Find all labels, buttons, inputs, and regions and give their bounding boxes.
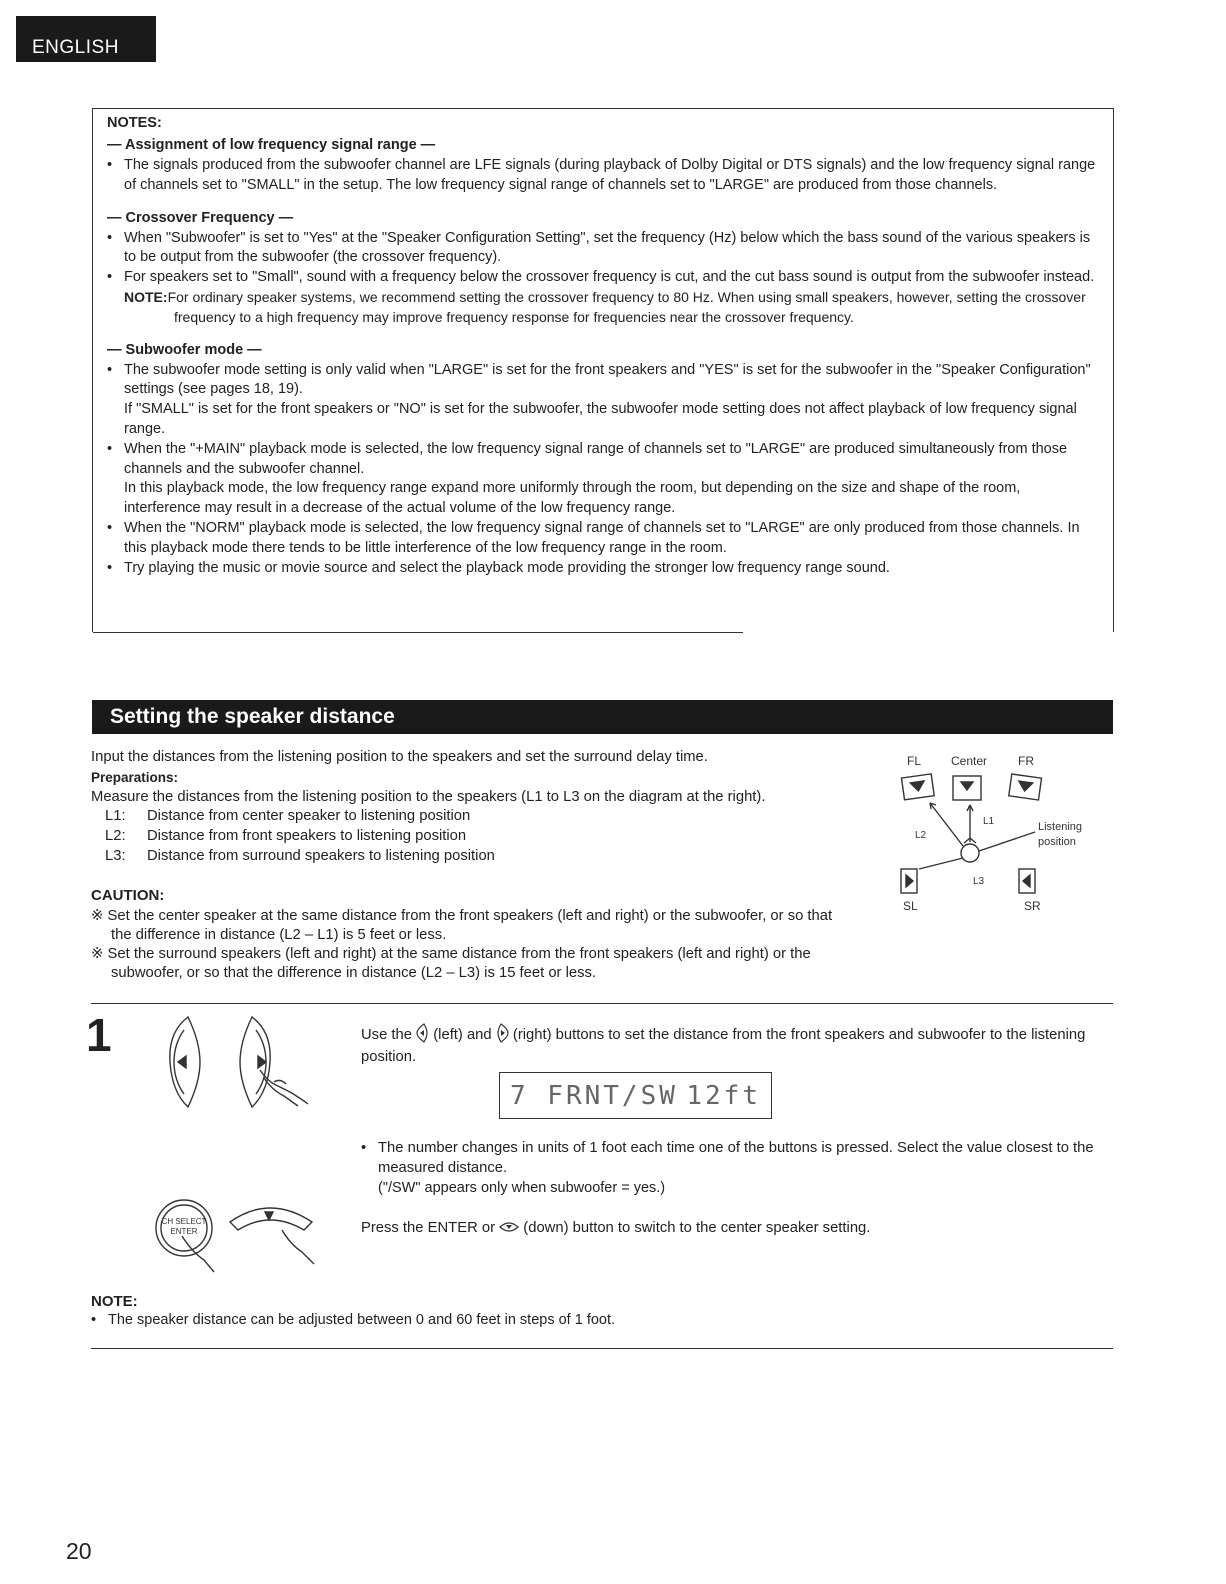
subwoofer-bullet-2: • When the "+MAIN" playback mode is selected, the low frequency signal range of channels set to "LARGE" are produced simultaneously from those channels and the subwoofer channel. [107, 440, 1068, 477]
subwoofer-bullet-3: • When the "NORM" playback mode is selected, the low frequency signal range of channels set to "LARGE" are only produced from those channels. In this playback mode there tends to be little interference of the low frequency range in the room. [107, 519, 1080, 556]
caution-label: CAUTION: [91, 887, 165, 904]
caution-1: ※ Set the center speaker at the same distance from the front speakers (left and right) or the subwoofer, or so that the difference in distance (L2 – L1) is 5 feet or less. [91, 908, 833, 943]
notes-title: NOTES: [107, 115, 162, 131]
label-sr: SR [1024, 899, 1041, 913]
label-center: Center [951, 754, 988, 768]
crossover-bullet-1: • When "Subwoofer" is set to "Yes" at the "Speaker Configuration Setting", set the frequency (Hz) below which the bass sound of the various speakers is to be output from the subwoofer (the crossover frequency). [107, 229, 1091, 266]
subwoofer-mode-heading: — Subwoofer mode — [107, 341, 262, 358]
listening-leader [979, 832, 1035, 851]
right-button-icon [240, 1017, 270, 1107]
bottom-rule [91, 1348, 1113, 1349]
section-intro [91, 748, 871, 867]
down-hand-icon [282, 1230, 314, 1264]
speaker-center-icon [953, 776, 981, 800]
subwoofer-bullet-2-cont: In this playback mode, the low frequency range expand more uniformly through the room, but depending on the size and shape of the room, interference may result in a decrease of the actual volume of the low frequency range. [124, 480, 1021, 517]
label-l2: L2 [915, 830, 927, 841]
assignment-heading: — Assignment of low frequency signal range — [107, 137, 436, 153]
crossover-heading: — Crossover Frequency — [107, 209, 294, 226]
right-button-glyph-icon [496, 1023, 509, 1043]
step-number: 1 [86, 1009, 112, 1061]
speaker-layout-diagram [895, 748, 1115, 923]
label-position: position [1038, 836, 1076, 848]
speaker-sl-icon [901, 869, 917, 893]
label-fr: FR [1018, 754, 1034, 768]
speaker-fl-icon [901, 774, 934, 800]
label-l1: L1 [983, 816, 995, 827]
assignment-bullet-1: • The signals produced from the subwoofer channel are LFE signals (during playback of Dolby Digital or DTS signals) and the low frequency signal range of channels set to "SMALL" in the setup. The low frequency signal range of channels set to "LARGE" are produced from those channels. [107, 157, 1096, 193]
display-readout [499, 1072, 772, 1119]
caution-2: ※ Set the surround speakers (left and right) at the same distance from the front speakers (left and right) or the subwoofer, or so that the difference in distance (L2 – L3) is 15 feet or less. [91, 946, 811, 981]
l3-row: L3: Distance from surround speakers to listening position [105, 847, 495, 864]
speaker-fr-icon [1009, 774, 1042, 800]
enter-down-buttons-illustration [152, 1192, 332, 1284]
label-l3: L3 [973, 876, 985, 887]
display-value: 12ft [686, 1080, 761, 1111]
l2-arrow [930, 803, 963, 846]
step-1-bullets [361, 1139, 1113, 1198]
left-button-icon [170, 1017, 200, 1107]
display-channel: 7 FRNT/SW [510, 1080, 678, 1111]
caution-block [91, 886, 851, 983]
notes-bottom-line [93, 632, 743, 633]
step-bullet: • The number changes in units of 1 foot each time one of the buttons is pressed. Select the value closest to the measured distance. [361, 1140, 1094, 1176]
down-button-icon [230, 1208, 312, 1230]
enter-label: ENTER [170, 1227, 198, 1236]
left-button-glyph-icon [416, 1023, 429, 1043]
preparations-text: Measure the distances from the listening position to the speakers (L1 to L3 on the diagram at the right). [91, 788, 766, 805]
notes-box [92, 108, 1114, 632]
ch-select-label: CH SELECT [161, 1217, 207, 1226]
label-listening: Listening [1038, 821, 1083, 833]
step-bullet-cont: ("/SW" appears only when subwoofer = yes.) [378, 1179, 666, 1196]
page-number: 20 [66, 1538, 92, 1564]
left-right-buttons-illustration [160, 1012, 320, 1112]
subwoofer-bullet-1-cont: If "SMALL" is set for the front speakers or "NO" is set for the subwoofer, the subwoofer mode setting does not affect playback of low frequency signal range. [124, 401, 1077, 437]
subwoofer-bullet-4: • Try playing the music or movie source and select the playback mode providing the stronger low frequency range sound. [107, 559, 890, 576]
subwoofer-bullet-1: • The subwoofer mode setting is only valid when "LARGE" is set for the front speakers and "YES" is set for the subwoofer in the "Speaker Configuration" settings (see pages 18, 19). [107, 361, 1091, 398]
l2-row: L2: Distance from front speakers to listening position [105, 828, 467, 845]
speaker-sr-icon [1019, 869, 1035, 893]
crossover-note: NOTE:For ordinary speaker systems, we recommend setting the crossover frequency to 80 Hz. When using small speakers, however, setting the crossover frequency to a high frequency may improve frequency response for frequencies near the crossover frequency. [124, 288, 1086, 325]
step-1-press: Press the ENTER or (down) button to switch to the center speaker setting. [361, 1220, 871, 1236]
step-top-rule [91, 1003, 1113, 1004]
crossover-bullet-2: • For speakers set to "Small", sound with a frequency below the crossover frequency is cut, and the cut bass sound is output from the subwoofer instead. [107, 269, 1095, 286]
pressing-hand-icon [260, 1070, 308, 1106]
step-1-instruction: Use the (left) and (right) buttons to set the distance from the front speakers and subwoofer to the listening position. [361, 1023, 1113, 1068]
intro-text: Input the distances from the listening position to the speakers and set the surround delay time. [91, 749, 708, 765]
label-fl: FL [907, 754, 922, 768]
label-sl: SL [903, 899, 918, 913]
language-tab: ENGLISH [16, 16, 156, 62]
bottom-note [91, 1292, 891, 1331]
down-button-glyph-icon [499, 1221, 519, 1233]
bottom-note-label: NOTE: [91, 1293, 138, 1310]
preparations-label: Preparations: [91, 769, 179, 785]
section-title: Setting the speaker distance [92, 700, 1113, 734]
l1-row: L1: Distance from center speaker to listening position [105, 808, 471, 825]
bottom-note-text: • The speaker distance can be adjusted between 0 and 60 feet in steps of 1 foot. [91, 1312, 616, 1328]
l3-arrow [919, 858, 963, 869]
